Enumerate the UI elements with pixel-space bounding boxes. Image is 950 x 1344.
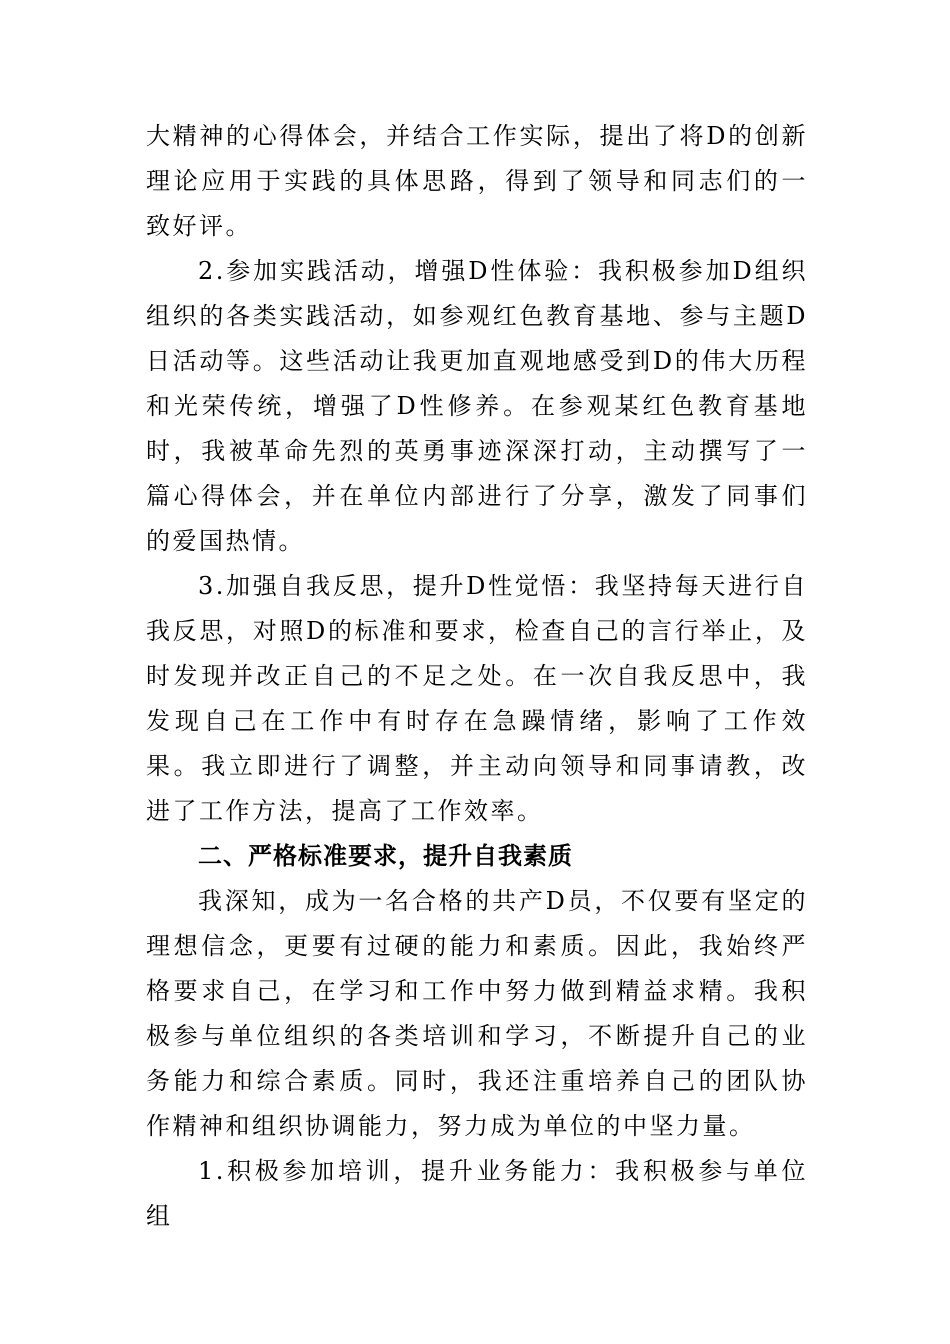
section-heading: 二、严格标准要求，提升自我素质: [198, 842, 573, 870]
paragraph-self-reflection: 3.加强自我反思，提升D性觉悟：我坚持每天进行自我反思，对照D的标准和要求，检查自己的言行举止，及时发现并改正自己的不足之处。在一次自我反思中，我发现自己在工作中有时存在急躁情绪，影响了工作效果。我立即进行了调整，并主动向领导和同事请教，改进了工作方法，提高了工作效率。: [146, 572, 808, 825]
document-body: [146, 114, 808, 1239]
paragraph-training: 1.积极参加培训，提升业务能力：我积极参与单位组: [146, 1157, 808, 1230]
paragraph-standards: 我深知，成为一名合格的共产D员，不仅要有坚定的理想信念，更要有过硬的能力和素质。因此，我始终严格要求自己，在学习和工作中努力做到精益求精。我积极参与单位组织的各类培训和学习，不断提升自己的业务能力和综合素质。同时，我还注重培养自己的团队协作精神和组织协调能力，努力成为单位的中坚力量。: [146, 887, 808, 1140]
paragraph-continuation: 大精神的心得体会，并结合工作实际，提出了将D的创新理论应用于实践的具体思路，得到了领导和同志们的一致好评。: [146, 122, 808, 240]
paragraph-practice-activities: 2.参加实践活动，增强D性体验：我积极参加D组织组织的各类实践活动，如参观红色教育基地、参与主题D日活动等。这些活动让我更加直观地感受到D的伟大历程和光荣传统，增强了D性修养。在参观某红色教育基地时，我被革命先烈的英勇事迹深深打动，主动撰写了一篇心得体会，并在单位内部进行了分享，激发了同事们的爱国热情。: [146, 257, 808, 555]
